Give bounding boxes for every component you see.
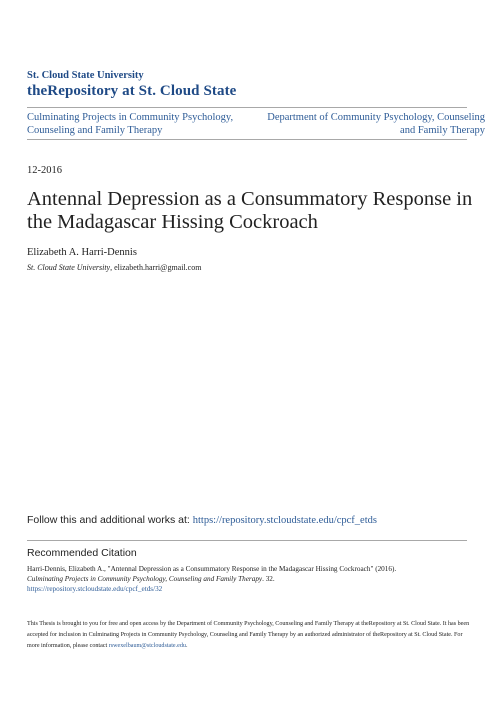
author-name: Elizabeth A. Harri-Dennis	[27, 247, 137, 258]
author-email: elizabeth.harri@gmail.com	[114, 263, 202, 272]
citation-series: Culminating Projects in Community Psychology, Counseling and Family Therapy	[27, 575, 263, 583]
department-link[interactable]: Department of Community Psychology, Counseling and Family Therapy	[267, 112, 485, 136]
follow-label: Follow this and additional works at:	[27, 514, 190, 526]
affiliation-institution: St. Cloud State University	[27, 263, 111, 272]
citation-text: Harri-Dennis, Elizabeth A., "Antennal Depression as a Consummatory Response in the Madagascar Hissing Cockroach" (2016).	[27, 565, 397, 573]
divider-citation	[27, 540, 467, 541]
citation-heading: Recommended Citation	[27, 547, 137, 559]
publication-date: 12-2016	[27, 165, 62, 176]
notice-end: .	[185, 643, 188, 649]
citation-body	[27, 564, 472, 594]
follow-line	[27, 514, 377, 526]
divider-collections	[27, 139, 467, 140]
follow-url-link[interactable]: https://repository.stcloudstate.edu/cpcf_etds	[192, 515, 377, 526]
university-name[interactable]: St. Cloud State University	[27, 70, 144, 81]
access-notice	[27, 619, 472, 652]
notice-text: This Thesis is brought to you for free and open access by the Department of Community Psychology, Counseling and Family Therapy at theRepository at St. Cloud State. It has been accepted for inclusion in Culminating Projects in Community Psychology, Counseling and Family Therapy by an authorized administrator of theRepository at St. Cloud State. For more information, please contact	[27, 621, 470, 649]
divider-top	[27, 107, 467, 108]
citation-number: . 32.	[262, 575, 275, 583]
author-affiliation: St. Cloud State University, elizabeth.harri@gmail.com	[27, 263, 202, 272]
citation-url-link[interactable]: https://repository.stcloudstate.edu/cpcf_etds/32	[27, 585, 163, 593]
contact-email-link[interactable]: rswexelbaum@stcloudstate.edu	[108, 643, 186, 649]
collection-link[interactable]: Culminating Projects in Community Psychology, Counseling and Family Therapy	[27, 112, 234, 136]
paper-title: Antennal Depression as a Consummatory Response in the Madagascar Hissing Cockroach	[27, 188, 473, 233]
repository-name[interactable]: theRepository at St. Cloud State	[27, 83, 237, 99]
